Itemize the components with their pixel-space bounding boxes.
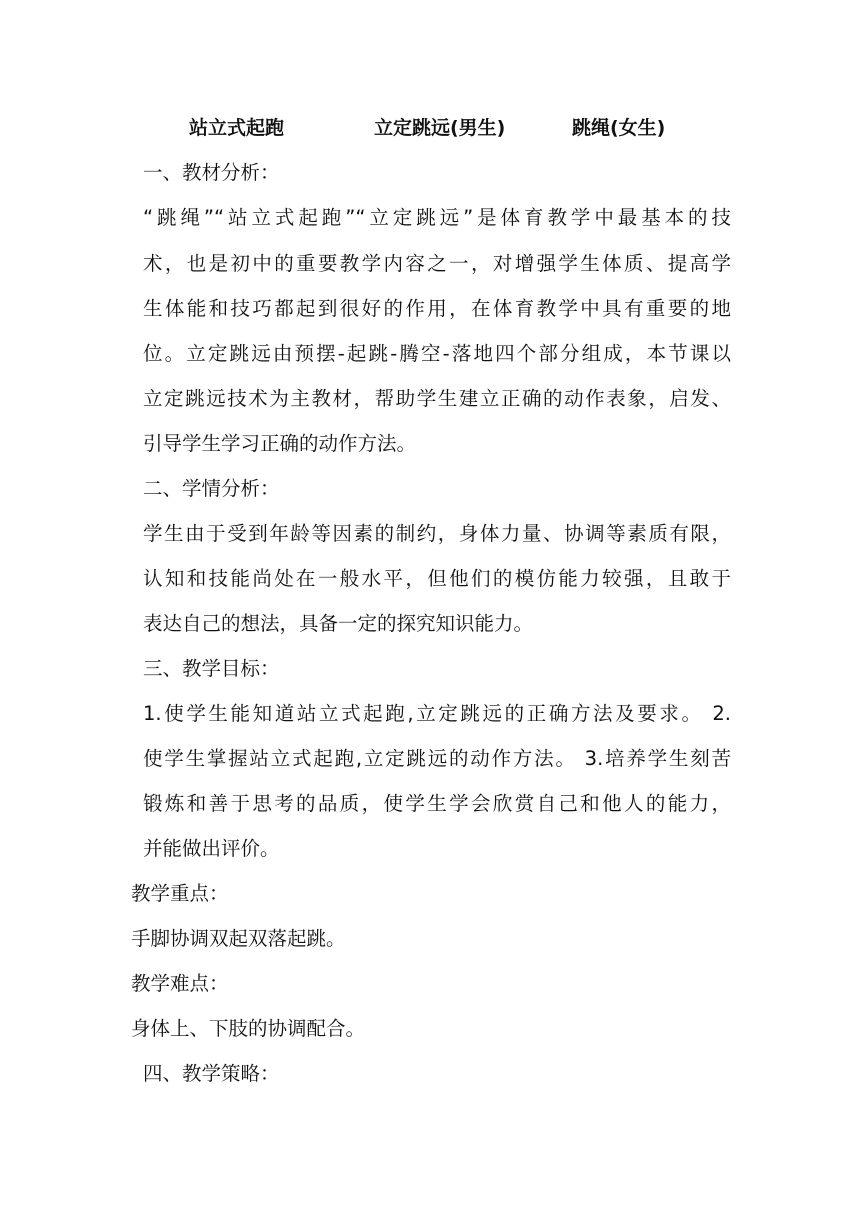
title-part-rope-skipping: 跳绳(女生) xyxy=(572,117,666,139)
title-part-standing-long-jump: 立定跳远(男生) xyxy=(374,117,506,139)
paragraph-line: 引导学生学习正确的动作方法。 xyxy=(143,432,417,455)
paragraph-line: 锻炼和善于思考的品质，使学生学会欣赏自己和他人的能力， xyxy=(143,792,731,815)
paragraph-line: 使学生掌握站立式起跑,立定跳远的动作方法。 3.培养学生刻苦 xyxy=(143,747,731,770)
section-heading-teaching-goals: 三、教学目标： xyxy=(143,657,280,680)
section-heading-material-analysis: 一、教材分析： xyxy=(143,161,280,184)
paragraph-line: 表达自己的想法，具备一定的探究知识能力。 xyxy=(143,612,534,635)
key-points-text: 手脚协调双起双落起跳。 xyxy=(131,927,346,950)
difficult-points-heading: 教学难点： xyxy=(131,972,229,995)
paragraph-line: 生体能和技巧都起到很好的作用，在体育教学中具有重要的地 xyxy=(143,297,731,320)
section-heading-learner-analysis: 二、学情分析： xyxy=(143,477,280,500)
paragraph-line: 并能做出评价。 xyxy=(143,837,280,860)
paragraph-line: 立定跳远技术为主教材，帮助学生建立正确的动作表象，启发、 xyxy=(143,387,731,410)
paragraph-line: 1.使学生能知道站立式起跑,立定跳远的正确方法及要求。 2. xyxy=(143,702,731,725)
difficult-points-text: 身体上、下肢的协调配合。 xyxy=(131,1017,366,1040)
key-points-heading: 教学重点： xyxy=(131,882,229,905)
paragraph-line: “跳绳”“站立式起跑”“立定跳远”是体育教学中最基本的技 xyxy=(143,206,731,229)
paragraph-line: 认知和技能尚处在一般水平，但他们的模仿能力较强，且敢于 xyxy=(143,567,731,590)
paragraph-line: 术，也是初中的重要教学内容之一，对增强学生体质、提高学 xyxy=(143,252,731,275)
section-heading-teaching-strategy: 四、教学策略： xyxy=(143,1062,280,1085)
paragraph-line: 位。立定跳远由预摆-起跳-腾空-落地四个部分组成，本节课以 xyxy=(143,342,731,365)
paragraph-line: 学生由于受到年龄等因素的制约，身体力量、协调等素质有限， xyxy=(143,522,731,545)
title-part-standing-start: 站立式起跑 xyxy=(189,117,285,139)
document-title xyxy=(0,112,860,144)
